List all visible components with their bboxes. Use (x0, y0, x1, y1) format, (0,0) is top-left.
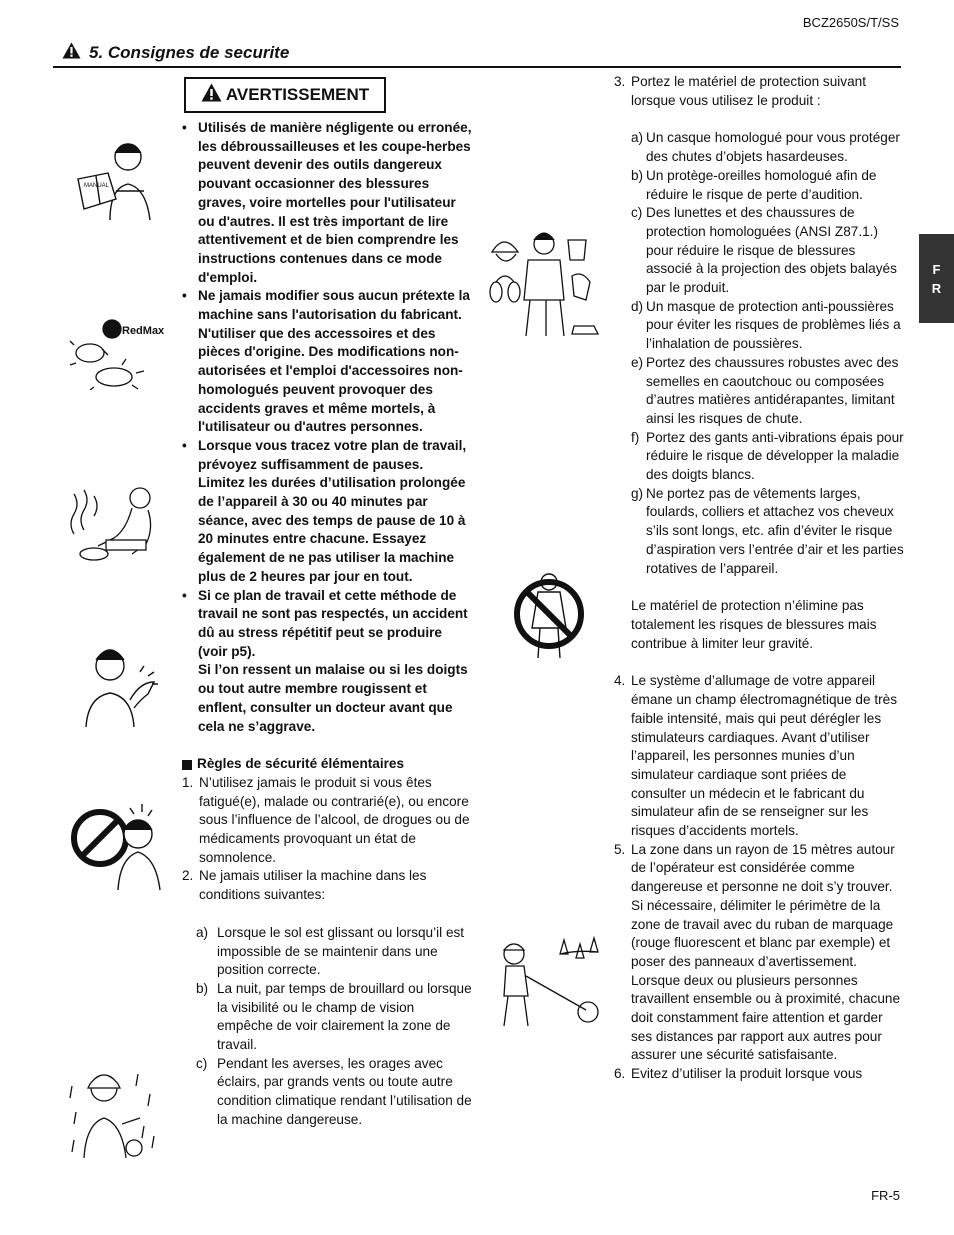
rule-subitem: g) Ne portez pas de vêtements larges, foulards, colliers et attachez vos cheveux s’ils sont longs, etc. afin d’éviter le risque d’aspiration vers l’entrée d’air et les parties rotatives de l’appareil. (631, 485, 904, 576)
protective-equipment-illustration (486, 230, 606, 342)
warning-bullet: • Ne jamais modifier sous aucun prétexte la machine sans l'autorisation du fabricant. N'utiliser que des accessoires et des pièces d'origine. Des modifications non-autorisées et l'emploi d'accessoires non-homologués peuvent provoquer des accidents graves et même mortels, à l'utilisateur ou d'autres personnes. (182, 287, 472, 437)
left-column (182, 119, 472, 1130)
rule-item: 6. Evitez d’utiliser la produit lorsque vous (614, 1066, 863, 1082)
no-impaired-operation-illustration (70, 800, 166, 892)
section-heading (62, 42, 289, 64)
warning-bullet: • Utilisés de manière négligente ou erronée, les débroussailleuses et les coupe-herbes peuvent devenir des outils dangereux pouvant occasionner des blessures graves, voire mortelles pour l'utilisateur ou d'autres. Il est très important de lire attentivement et de bien comprendre les instructions contenues dans ce mode d'emploi. (182, 119, 472, 287)
rule-subitem: f) Portez des gants anti-vibrations épais pour réduire le risque de développer la maladie des doigts blancs. (631, 429, 904, 483)
page-number: FR-5 (871, 1188, 900, 1203)
rule-subitem: b) La nuit, par temps de brouillard ou lorsque la visibilité ou le champ de vision empêche de voir clairement la zone de travail. (196, 980, 472, 1053)
language-tab-letter: R (931, 280, 942, 296)
brand-logo-text: RedMax (122, 325, 165, 337)
rest-break-illustration (70, 484, 166, 564)
rule-subitem: d) Un masque de protection anti-poussières pour éviter les risques de problèmes liés a l’inhalation de poussières. (631, 298, 901, 352)
warning-triangle-icon (62, 42, 81, 64)
bad-weather-illustration (68, 1066, 160, 1158)
protection-note: Le matériel de protection n’élimine pas totalement les risques de blessures mais contribue à limiter leur gravité. (631, 598, 877, 651)
section-title: 5. Consignes de securite (89, 42, 290, 62)
rule-item: 2. Ne jamais utiliser la machine dans les conditions suivantes: (182, 868, 427, 903)
rule-item: 4. Le système d’allumage de votre appareil émane un champ électromagnétique de très faible intensité, mais qui peut dérégler les stimulateurs cardiaques. Avant d’utiliser l’appareil, les personnes munies d’un simulateur cardiaque sont priées de consulter un médecin et le fabricant du simulateur afin de se renseigner sur les risques d’accidents mortels. (614, 673, 897, 839)
square-bullet-icon (182, 760, 192, 770)
header-rule (53, 66, 901, 68)
warning-bullet: • Si ce plan de travail et cette méthode de travail ne sont pas respectés, un accident dû au stress répétitif peut se produire (voir p5). (182, 587, 472, 662)
warning-bullet: • Lorsque vous tracez votre plan de travail, prévoyez suffisamment de pauses. Limitez les durées d’utilisation prolongée de l’appareil à 30 ou 40 minutes par séance, avec des temps de pause de 10 à 20 minutes entre chacune. Essayez également de ne pas utiliser la machine plus de 2 heures par jour en tout. (182, 437, 472, 587)
modification-warning-illustration (66, 305, 166, 390)
language-tab (919, 234, 954, 323)
warning-box (184, 77, 386, 113)
rules-heading-text: Règles de sécurité élémentaires (197, 756, 405, 772)
rule-subitem: b) Un protège-oreilles homologué afin de réduire le risque de perte d’audition. (631, 167, 877, 202)
rule-item: 3. Portez le matériel de protection suivant lorsque vous utilisez le produit : (614, 74, 866, 108)
danger-zone-illustration (494, 936, 606, 1032)
reading-manual-illustration (72, 135, 164, 220)
hand-pain-illustration (76, 642, 162, 727)
no-loose-clothing-illustration (512, 570, 586, 660)
rule-subitem: c) Des lunettes et des chaussures de protection homologuées (ANSI Z87.1.) pour réduire le risque de blessures associé à la projection des objets balayés par le produit. (631, 205, 897, 296)
rule-subitem: a) Un casque homologué pour vous protéger des chutes d’objets hasardeuses. (631, 130, 900, 165)
rule-item: 5. La zone dans un rayon de 15 mètres autour de l’opérateur est considérée comme dangereuse et personne ne doit s’y trouver. Si nécessaire, délimiter le périmètre de la zone de travail avec du ruban de marquage (rouge fluorescent et blanc par exemple) et poser des panneaux d’avertissement. Lorsque deux ou plusieurs personnes travaillent ensemble ou à proximité, chacune doit constamment faire attention et garder ses distances par rapport aux autres pour assurer une sécurité satisfaisante. (614, 841, 901, 1063)
warning-bullet-continuation: Si l’on ressent un malaise ou si les doigts ou tout autre membre rougissent et enflent, consulter un docteur avant que cela ne s’aggrave. (198, 662, 468, 734)
model-number: BCZ2650S/T/SS (802, 15, 899, 30)
warning-label: AVERTISSEMENT (225, 84, 370, 104)
warning-triangle-icon (201, 83, 222, 107)
language-tab-letter: F (932, 261, 941, 277)
rule-item: 1. N’utilisez jamais le produit si vous êtes fatigué(e), malade ou contrarié(e), ou encore sous l’influence de l’alcool, de drogues ou de médicaments provoquant un état de somnolence. (182, 774, 470, 865)
manual-cover-text: MANUAL (84, 183, 110, 189)
rules-heading (182, 755, 472, 774)
rule-subitem: e) Portez des chaussures robustes avec des semelles en caoutchouc ou composées d’autres matières antidérapantes, limitant ainsi les risques de chute. (631, 354, 899, 426)
rule-subitem: c) Pendant les averses, les orages avec éclairs, par grands vents ou toute autre condition climatique rendant l’utilisation de la machine dangereuse. (196, 1055, 472, 1127)
right-column (614, 73, 904, 1084)
rule-subitem: a) Lorsque le sol est glissant ou lorsqu’il est impossible de se maintenir dans une position correcte. (196, 924, 465, 978)
